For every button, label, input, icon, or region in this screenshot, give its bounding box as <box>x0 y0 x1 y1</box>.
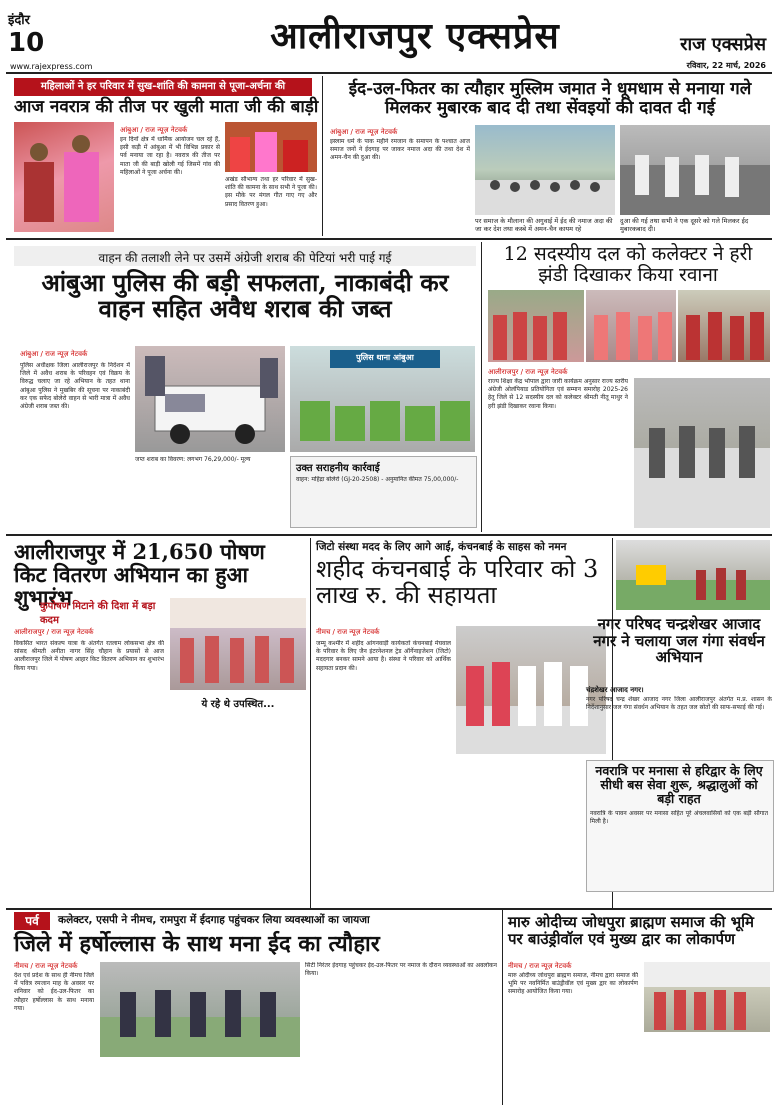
story3-byline: आंबुआ / राज न्यूज़ नेटवर्क <box>20 350 88 358</box>
story4-photo-1 <box>488 290 584 362</box>
felicitation-photo <box>634 378 770 528</box>
story7-photo <box>616 540 770 610</box>
story2-photo-2 <box>620 125 770 215</box>
story5-byline: आलीराजपुर / राज न्यूज़ नेटवर्क <box>14 628 94 636</box>
story3-kicker: वाहन की तलाशी लेने पर उसमें अंग्रेजी शराब की पेटियां भरी पाई गई <box>98 251 392 265</box>
story1-body: इन दिनों क्षेत्र में धार्मिक आयोजन चल रहे हैं, इसी कड़ी में आंबुआ में भी विभिन्न प्रकार से पर्व मनाया जा रहा है। नवरात्र की तीज पर माता जी की बाड़ी खोली गई जिसमें गांव की महिलाओं ने पूजा अर्चना की। <box>120 136 220 176</box>
story1-headline: आज नवरात्र की तीज पर खुली माता जी की बाड़ी <box>14 97 319 117</box>
story8-byline: नीमच / राज न्यूज़ नेटवर्क <box>14 962 78 970</box>
story4-body: राज्य शिक्षा केंद्र भोपाल द्वारा जारी कार्यक्रम अनुसार राज्य स्तरीय अंग्रेजी ओलंपियाड प्रतियोगिता एवं सम्मान समारोह 2025-26 हेतु जिले से 12 सदस्यीय दल को कलेक्टर श्रीमती नीतू माथुर ने हरी झंडी दिखाकर रवाना किया। <box>488 378 628 410</box>
story6-byline: नीमच / राज न्यूज़ नेटवर्क <box>316 628 380 636</box>
story9-headline: मारु ओदीच्य जोधपुरा ब्राह्मण समाज की भूमि पर बाउंड्रीवॉल एवं मुख्य द्वार का लोकार्पण <box>508 913 755 948</box>
eidgah-inspection-photo <box>100 962 300 1057</box>
story7-box-headline: नवरात्रि पर मनासा से हरिद्वार के लिए सीधी बस सेवा शुरू, श्रद्धालुओं को बड़ी राहत <box>595 763 763 806</box>
column-divider <box>322 76 323 236</box>
story6-photo <box>456 626 606 754</box>
bolero-vehicle-photo <box>135 346 285 452</box>
story9-body: मारु ओदीच्य जोधपुरा ब्राह्मण समाज, नीमच द्वारा समाज की भूमि पर नवनिर्मित बाउंड्रीवॉल एवं मुख्य द्वार का लोकार्पण समारोह आयोजित किया गया। <box>508 972 638 996</box>
story7-byline: चंद्रशेखर आजाद नगर। <box>586 686 644 694</box>
column-divider-2 <box>481 242 482 532</box>
story2-body: इस्लाम धर्म के पाक महीने रमजान के समापन के पश्चात आज समाज जनों ने ईदगाह पर जाकर नमाज अदा की तथा देश में अमन-चैन की दुआ की। <box>330 138 470 162</box>
story2-photo-1 <box>475 125 615 215</box>
story2-caption-2: दुआ की गई तथा सभी ने एक दूसरे को गले मिलकर ईद मुबारकबाद दी। <box>620 217 749 233</box>
issue-date: रविवार, 22 मार्च, 2026 <box>686 61 766 70</box>
team-photo-3 <box>678 290 770 362</box>
story1-byline: आंबुआ / राज न्यूज़ नेटवर्क <box>120 126 188 134</box>
story4-byline: आलीराजपुर / राज न्यूज़ नेटवर्क <box>488 368 568 376</box>
story4-photo-2 <box>586 290 676 362</box>
story3-headline: आंबुआ पुलिस की बड़ी सफलता, नाकाबंदी कर वाहन सहित अवैध शराब की जब्त <box>41 268 449 324</box>
story3-box-body: वाहन: महिंद्रा बोलेरो (GJ-20-2508) - अनुमानित कीमत 75,00,000/- <box>296 476 459 483</box>
story2-caption-1: पर समाज के मौलाना की अगुवाई में ईद की नमाज अदा की जा कर देश तथा कस्बे में अमन-चैन कायम रहे <box>475 217 613 233</box>
section-rule-1 <box>6 238 772 240</box>
story6-kicker: जिटो संस्था मदद के लिए आगे आई, कंचनबाई के साहस को नमन <box>316 541 567 553</box>
story1-body2: अखंड सौभाग्य तथा हर परिवार में सुख-शांति की कामना के साथ सभी ने पूजा की। इस मौके पर मंगल गीत गाए गए और प्रसाद वितरण हुआ। <box>225 176 317 208</box>
story4-headline: 12 सदस्यीय दल को कलेक्टर ने हरी झंडी दिखाकर किया रवाना <box>503 243 753 286</box>
story8-headline: जिले में हर्षोल्लास के साथ मना ईद का त्यौहार <box>14 931 380 957</box>
city-name: इंदौर <box>8 13 30 28</box>
story3-caption: जप्त शराब का विवरण: लगभग 76,29,000/- मूल्य <box>135 456 251 463</box>
story7-body: नगर परिषद चन्द्र शेखर आजाद नगर जिला आलीराजपुर अंतर्गत म.प्र. शासन के निर्देशानुसार जल गंगा संवर्धन अभियान के तहत जल स्रोतों की साफ-सफाई की गई। <box>586 696 772 712</box>
women-puja-photo <box>225 122 317 172</box>
masthead-rule <box>6 72 772 74</box>
water-campaign-photo <box>616 540 770 610</box>
story3-police-photo <box>135 346 285 452</box>
story1-photo-right <box>225 122 317 172</box>
story6-body: जम्मू कश्मीर में शहीद आंगनवाड़ी कार्यकर्ता कंचनबाई मेघवाल के परिवार के लिए जैन इंटरनेशनल ट्रेड ऑर्गेनाइजेशन (जिटो) मददगार बनकर सामने आया है। संस्था ने परिवार को आर्थिक सहायता प्रदान की। <box>316 640 451 672</box>
team-photo-2 <box>586 290 676 362</box>
column-divider-5 <box>502 910 503 1105</box>
poshan-kit-photo <box>170 598 306 690</box>
eid-namaz-photo-2 <box>620 125 770 215</box>
worship-photo <box>14 122 114 232</box>
story9-photo <box>644 962 770 1032</box>
story9-byline: नीमच / राज न्यूज़ नेटवर्क <box>508 962 572 970</box>
website-url[interactable]: www.rajexpress.com <box>10 62 93 71</box>
story3-box-title: उक्त सराहनीय कार्रवाई <box>296 463 380 474</box>
story8-tag: पर्व <box>14 912 50 930</box>
story8-kicker: कलेक्टर, एसपी ने नीमच, रामपुरा में ईदगाह पहुंचकर लिया व्यवस्थाओं का जायजा <box>58 914 370 926</box>
story2-byline: आंबुआ / राज न्यूज़ नेटवर्क <box>330 128 398 136</box>
story1-kicker: महिलाओं ने हर परिवार में सुख-शांति की कामना से पूजा-अर्चना की <box>14 78 312 96</box>
team-photo-1 <box>488 290 584 362</box>
story3-body: पुलिस अधीक्षक जिला आलीराजपुर के निर्देशन में जिले में अवैध शराब के परिवहन एवं विक्रय के विरुद्ध चलाए जा रहे अभियान के तहत थाना आंबुआ पुलिस ने मुखबिर की सूचना पर नाकाबंदी कर एक सफेद बोलेरो वाहन से भारी मात्रा में अवैध अंग्रेजी शराब जब्त की। <box>20 362 130 411</box>
section-rule-3 <box>6 908 772 910</box>
story7-box-body: नवरात्रि के पावन अवसर पर मनासा सहित पूरे अंचलवासियों को एक बड़ी सौगात मिली है। <box>590 810 768 826</box>
story5-photo <box>170 598 306 690</box>
masthead-title: आलीराजपुर एक्सप्रेस <box>270 15 560 57</box>
eid-namaz-photo-1 <box>475 125 615 215</box>
story8-body: देश एवं प्रदेश के साथ ही नीमच जिले में पवित्र रमजान माह के अवसर पर शनिवार को ईद-उल-फितर का त्यौहार हर्षोल्लास के साथ मनाया गया। <box>14 972 94 1012</box>
story8-body2: सिटी निरंतर ईदगाह पहुंचकर ईद-उल-फितर पर नमाज के दौरान व्यवस्थाओं का अवलोकन किया। <box>305 962 497 978</box>
story7-headline: नगर परिषद चन्द्रशेखर आजाद नगर ने चलाया जल गंगा संवर्धन अभियान <box>593 615 765 666</box>
story1-photo-left <box>14 122 114 232</box>
story8-photo <box>100 962 300 1057</box>
column-divider-3 <box>310 538 311 908</box>
story6-headline: शहीद कंचनबाई के परिवार को 3 लाख रु. की सहायता <box>316 555 599 610</box>
story5-subhead: ये रहे थे उपस्थित... <box>201 699 275 710</box>
police-station-sign: पुलिस थाना आंबुआ <box>356 353 414 362</box>
story5-body: विकसित भारत संकल्प यात्रा के अंतर्गत रतलाम लोकसभा क्षेत्र की सांसद श्रीमती अनीता नागर सिंह चौहान के प्रयासों से आज आलीराजपुर जिले में पोषण आहार किट वितरण अभियान का शुभारंभ किया गया। <box>14 640 164 672</box>
aid-handover-photo <box>456 626 606 754</box>
story4-photo-4 <box>634 378 770 528</box>
section-rule-2 <box>6 534 772 536</box>
page-number: 10 <box>8 28 45 58</box>
story5-subkicker: कुपोषण मिटाने की दिशा में बड़ा कदम <box>40 601 156 626</box>
story2-headline: ईद-उल-फितर का त्यौहार मुस्लिम जमात ने धूमधाम से मनाया गले मिलकर मुबारक बाद दी तथा सेंवइयों की दावत दी गई <box>348 79 752 118</box>
brand-name: राज एक्सप्रेस <box>680 34 766 55</box>
story4-photo-3 <box>678 290 770 362</box>
inauguration-photo <box>644 962 770 1032</box>
story5-headline: आलीराजपुर में 21,650 पोषण किट वितरण अभियान का हुआ शुभारंभ <box>14 539 265 611</box>
